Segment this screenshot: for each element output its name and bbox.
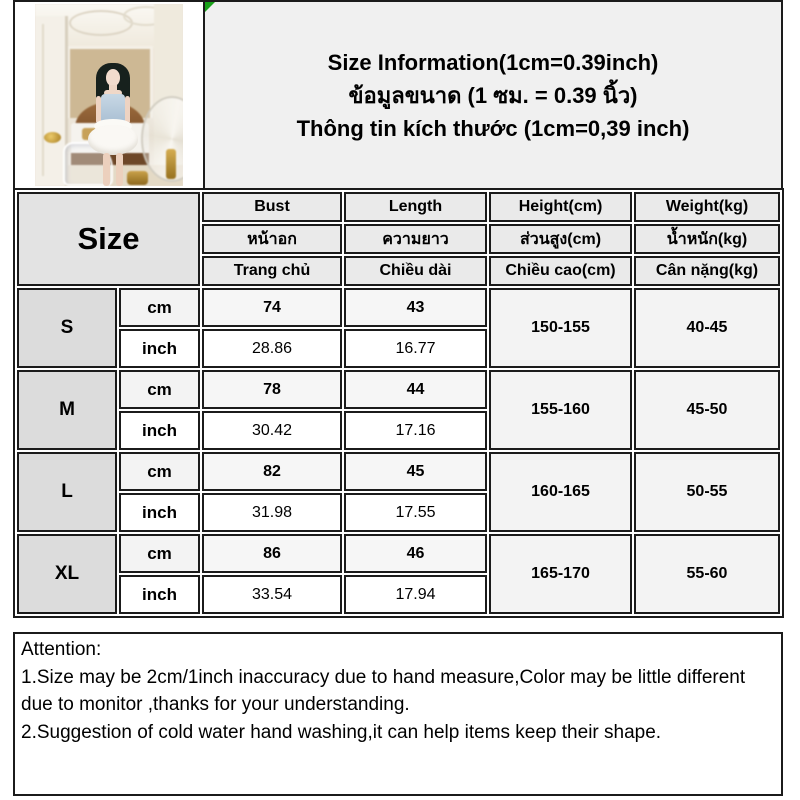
col-header-weight-vi: Cân nặng(kg) — [634, 256, 780, 286]
unit-cm: cm — [119, 452, 200, 491]
size-corner-header: Size — [17, 192, 200, 286]
length-inch-value: 16.77 — [344, 329, 487, 368]
bust-cm-value: 78 — [202, 370, 342, 409]
col-header-length-th: ความยาว — [344, 224, 487, 254]
col-header-bust-th: หน้าอก — [202, 224, 342, 254]
product-photo-cell — [13, 0, 205, 190]
col-header-weight-th: น้ำหนัก(kg) — [634, 224, 780, 254]
weight-range: 40-45 — [634, 288, 780, 368]
table-row — [17, 288, 780, 327]
unit-cm: cm — [119, 370, 200, 409]
bust-inch-value: 33.54 — [202, 575, 342, 614]
col-header-length-vi: Chiều dài — [344, 256, 487, 286]
attention-line: due to monitor ,thanks for your understanding. — [21, 694, 410, 715]
title-thai: ข้อมูลขนาด (1 ซม. = 0.39 นิ้ว) — [348, 82, 638, 108]
weight-range: 55-60 — [634, 534, 780, 614]
col-header-bust-vi: Trang chủ — [202, 256, 342, 286]
col-header-length-en: Length — [344, 192, 487, 222]
bust-cm-value: 82 — [202, 452, 342, 491]
height-range: 155-160 — [489, 370, 632, 450]
size-label-l: L — [17, 452, 117, 532]
bust-cm-value: 74 — [202, 288, 342, 327]
attention-line: 2.Suggestion of cold water hand washing,it can help items keep their shape. — [21, 721, 662, 743]
length-cm-value: 44 — [344, 370, 487, 409]
model-face — [106, 69, 120, 86]
size-table — [13, 188, 784, 618]
col-header-weight-en: Weight(kg) — [634, 192, 780, 222]
model-arm — [125, 96, 130, 124]
table-row — [17, 370, 780, 409]
length-inch-value: 17.16 — [344, 411, 487, 450]
weight-range: 50-55 — [634, 452, 780, 532]
product-photo — [35, 4, 183, 186]
unit-cm: cm — [119, 288, 200, 327]
attention-line: 1.Size may be 2cm/1inch inaccuracy due to hand measure,Color may be little different — [21, 666, 746, 688]
weight-range: 45-50 — [634, 370, 780, 450]
length-cm-value: 45 — [344, 452, 487, 491]
height-range: 150-155 — [489, 288, 632, 368]
height-range: 165-170 — [489, 534, 632, 614]
col-header-bust-en: Bust — [202, 192, 342, 222]
unit-inch: inch — [119, 493, 200, 532]
size-label-xl: XL — [17, 534, 117, 614]
col-header-height-vi: Chiều cao(cm) — [489, 256, 632, 286]
length-cm-value: 43 — [344, 288, 487, 327]
bust-cm-value: 86 — [202, 534, 342, 573]
col-header-height-en: Height(cm) — [489, 192, 632, 222]
col-header-height-th: ส่วนสูง(cm) — [489, 224, 632, 254]
unit-inch: inch — [119, 329, 200, 368]
attention-notes — [13, 632, 783, 796]
table-row — [17, 534, 780, 573]
unit-inch: inch — [119, 411, 200, 450]
model-figure — [35, 4, 183, 186]
model-leg — [103, 153, 110, 186]
title-english: Size Information(1cm=0.39inch) — [327, 49, 659, 75]
length-cm-value: 46 — [344, 534, 487, 573]
bust-inch-value: 30.42 — [202, 411, 342, 450]
attention-heading: Attention: — [21, 639, 102, 660]
size-label-m: M — [17, 370, 117, 450]
title-vietnamese: Thông tin kích thước (1cm=0,39 inch) — [296, 115, 690, 141]
model-leg — [116, 153, 123, 186]
unit-cm: cm — [119, 534, 200, 573]
green-corner-marker-icon — [205, 2, 215, 12]
size-label-s: S — [17, 288, 117, 368]
white-tiered-skirt — [88, 125, 138, 155]
bust-inch-value: 31.98 — [202, 493, 342, 532]
length-inch-value: 17.55 — [344, 493, 487, 532]
height-range: 160-165 — [489, 452, 632, 532]
table-row — [17, 452, 780, 491]
title-cell — [203, 0, 783, 190]
length-inch-value: 17.94 — [344, 575, 487, 614]
bust-inch-value: 28.86 — [202, 329, 342, 368]
unit-inch: inch — [119, 575, 200, 614]
